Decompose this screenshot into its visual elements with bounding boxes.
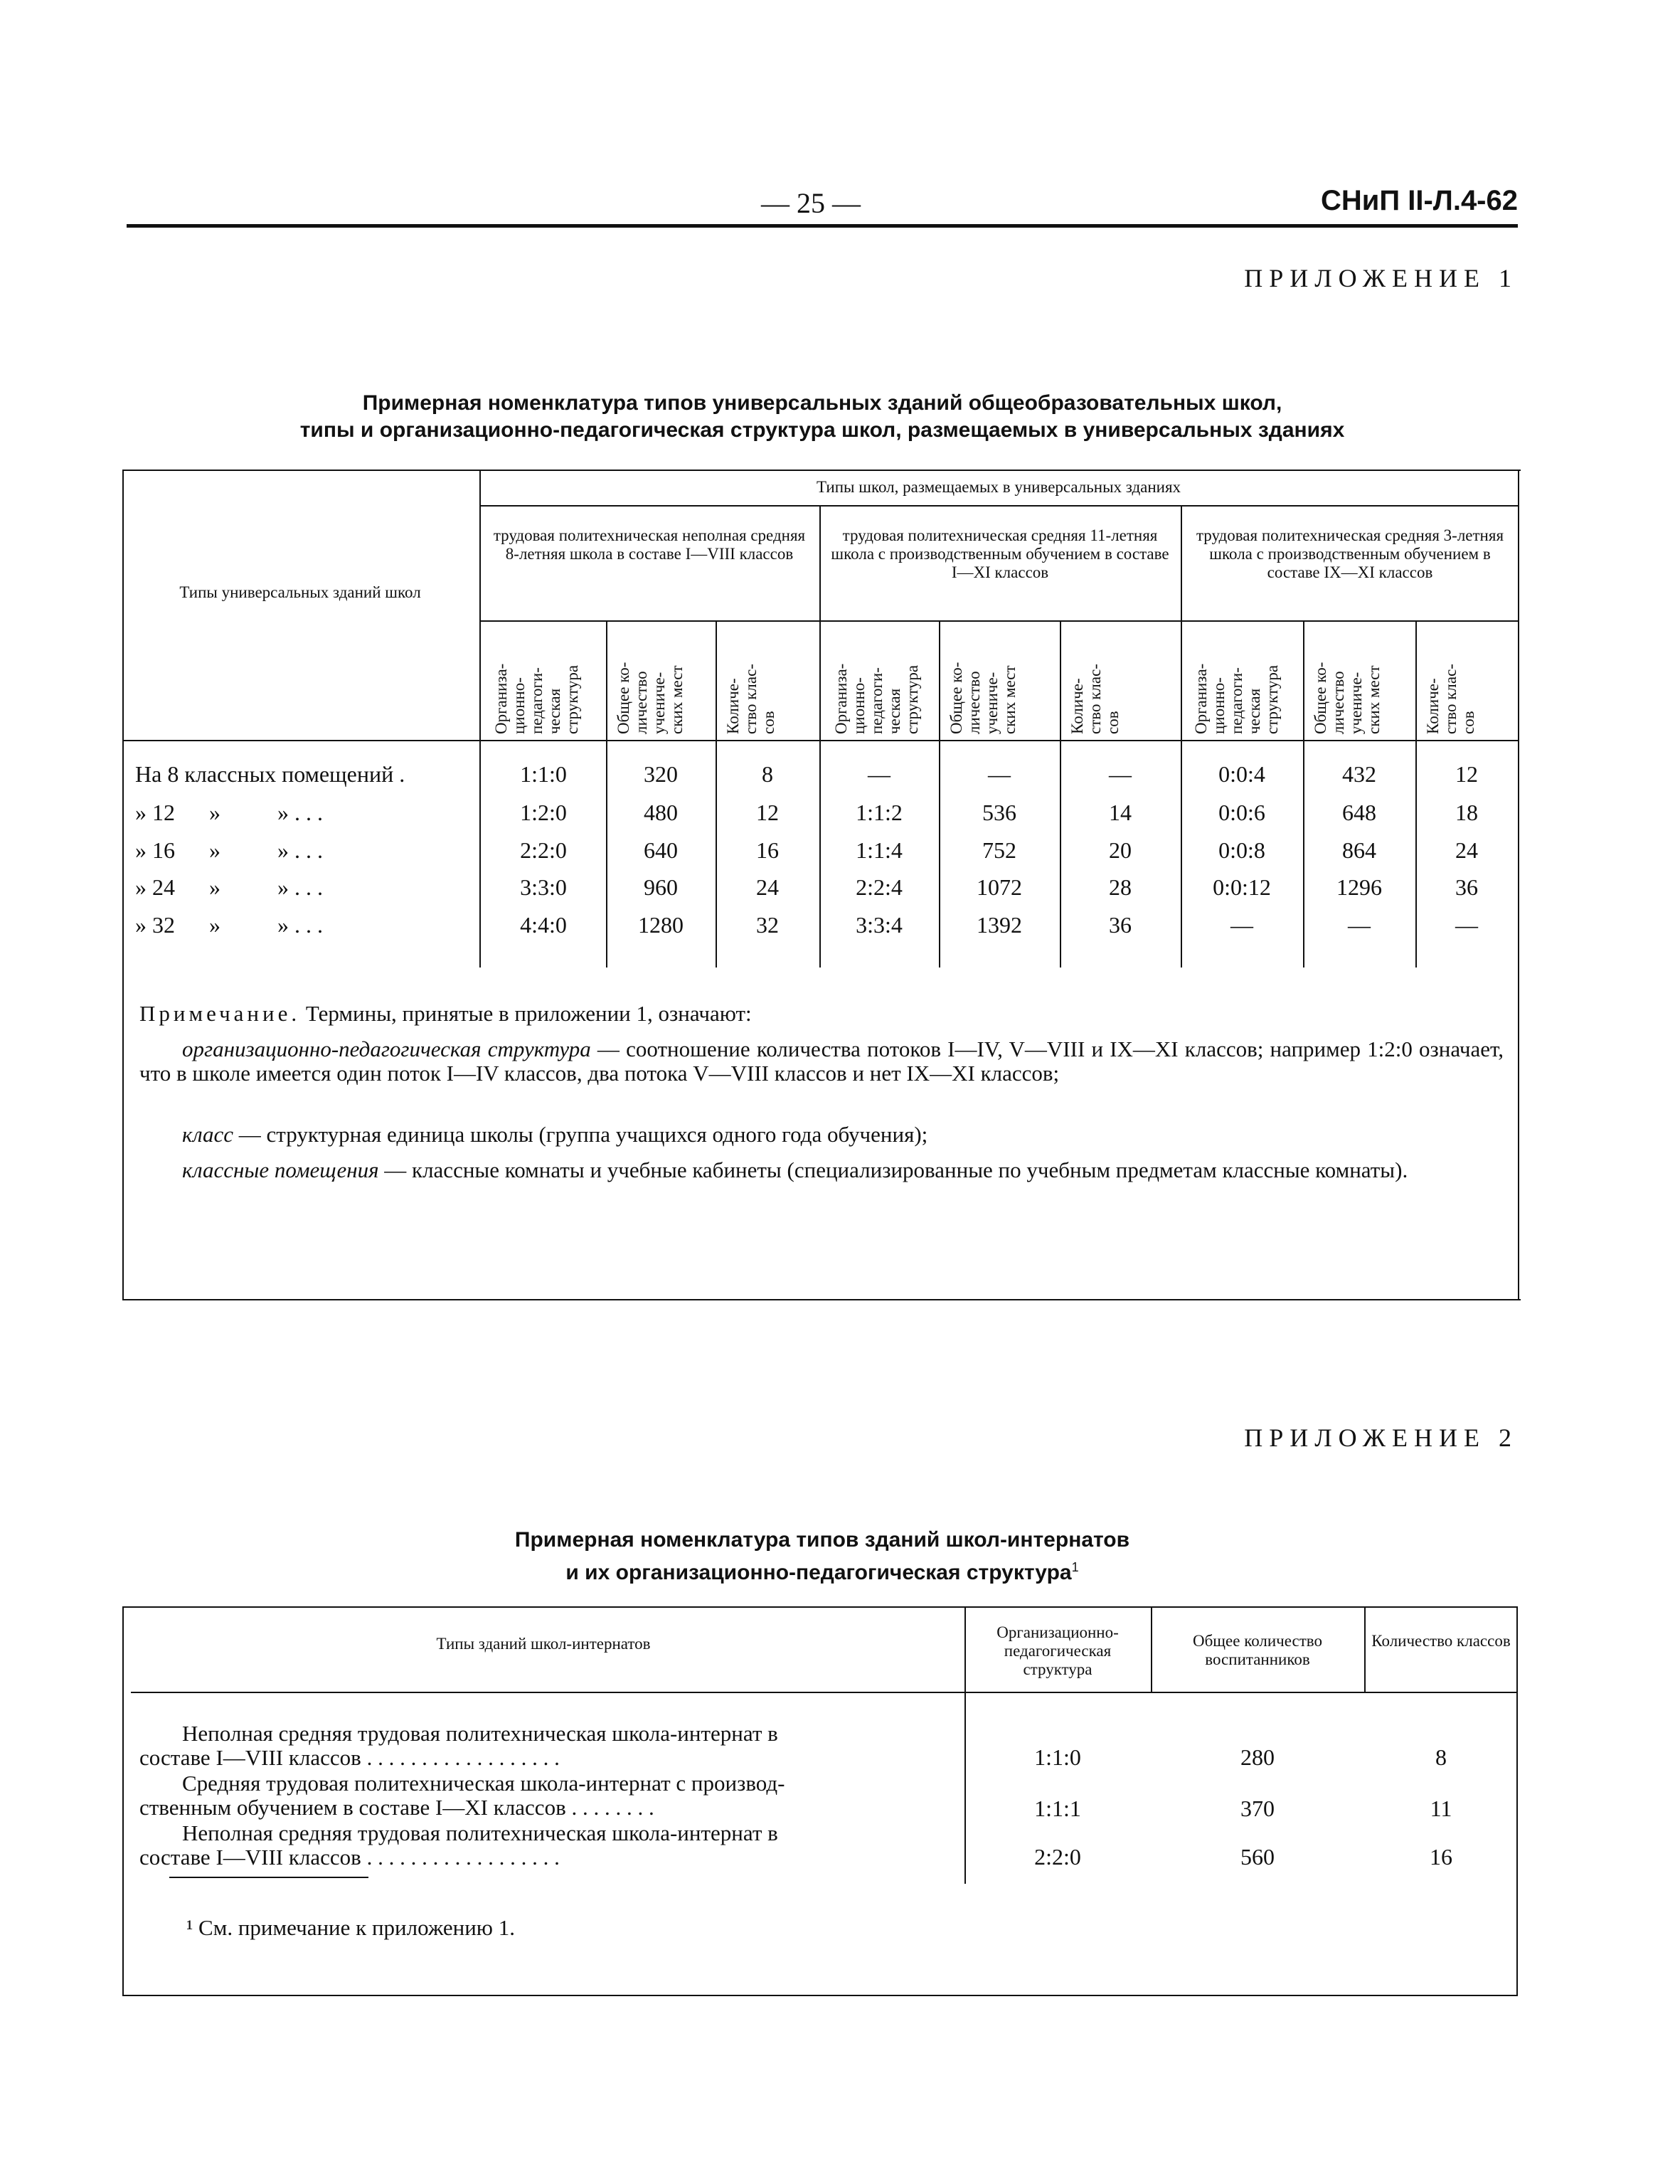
table-cell: 1392 xyxy=(977,912,1022,938)
table-cell: 20 xyxy=(1109,837,1132,863)
note-definition-structure xyxy=(139,1037,1504,1086)
table-cell: 1:2:0 xyxy=(520,800,567,825)
group-header-8-year: трудовая политехническая неполная средняя 8-летняя школа в составе I—VIII классов xyxy=(493,526,806,563)
table-cell: 0:0:12 xyxy=(1213,874,1271,900)
table-cell: 16 xyxy=(756,837,779,863)
column-header-classes: Количество классов xyxy=(1371,1632,1511,1650)
table-cell: — xyxy=(1109,761,1132,787)
table-row-label: » 16 » » . . . xyxy=(135,837,323,863)
table-cell: 560 xyxy=(1240,1844,1275,1870)
table-cell: 28 xyxy=(1109,874,1132,900)
subheader-classes: Количе- ство клас- сов xyxy=(724,664,777,734)
table-cell: 0:0:6 xyxy=(1218,800,1265,825)
table-cell: 11 xyxy=(1430,1796,1452,1821)
footnote-rule xyxy=(169,1877,368,1878)
note-heading: Примечание. xyxy=(139,1001,301,1026)
table-cell: 536 xyxy=(982,800,1016,825)
footnote-marker: 1 xyxy=(1071,1560,1079,1574)
table-cell: 1072 xyxy=(977,874,1022,900)
table-cell: 3:3:4 xyxy=(856,912,903,938)
column-header-school-types: Типы школ, размещаемых в универсальных зданиях xyxy=(816,478,1181,496)
table-cell: 1:1:2 xyxy=(856,800,903,825)
table-cell: 320 xyxy=(644,761,678,787)
subheader-classes: Количе- ство клас- сов xyxy=(1424,664,1477,734)
note-term: класс xyxy=(182,1122,234,1147)
subheader-places: Общее ко- личество учениче- ских мест xyxy=(947,662,1019,734)
footnote: ¹ См. примечание к приложению 1. xyxy=(186,1915,515,1940)
table-cell: 1:1:0 xyxy=(520,761,567,787)
note-intro-text: Термины, принятые в приложении 1, означают: xyxy=(305,1001,752,1026)
table-cell: 370 xyxy=(1240,1796,1275,1821)
appendix-2-title-line-2: и их организационно-педагогическая структура$^1$ xyxy=(565,1560,1079,1584)
appendix-2-label: ПРИЛОЖЕНИЕ 2 xyxy=(1244,1424,1518,1452)
table-cell: 1296 xyxy=(1336,874,1382,900)
subheader-structure: Организа- ционно- педагоги- ческая структура xyxy=(1192,663,1281,734)
subheader-places: Общее ко- личество учениче- ских мест xyxy=(615,662,686,734)
appendix-1-label: ПРИЛОЖЕНИЕ 1 xyxy=(1244,264,1518,292)
table-cell: 1:1:0 xyxy=(1034,1744,1081,1770)
table-cell: 752 xyxy=(982,837,1016,863)
table-cell: 960 xyxy=(644,874,678,900)
table-cell: 14 xyxy=(1109,800,1132,825)
row-type-line-1: Неполная средняя трудовая политехническая школа-интернат в xyxy=(182,1721,778,1746)
table-cell: 2:2:4 xyxy=(856,874,903,900)
row-type-line-2: составе I—VIII классов . . . . . . . . . . . . . . . . . . xyxy=(139,1845,560,1870)
table-cell: 12 xyxy=(1455,761,1478,787)
table-cell: 36 xyxy=(1109,912,1132,938)
table-cell: 2:2:0 xyxy=(1034,1844,1081,1870)
row-type-line-1: Неполная средняя трудовая политехническая школа-интернат в xyxy=(182,1820,778,1845)
note-term: организационно-педагогическая структура xyxy=(182,1037,591,1061)
table-row xyxy=(139,1821,957,1870)
table-cell: 4:4:0 xyxy=(520,912,567,938)
table-cell: 12 xyxy=(756,800,779,825)
table-cell: 8 xyxy=(1435,1744,1447,1770)
table-cell: 24 xyxy=(1455,837,1478,863)
column-header-pupils: Общее количество воспитанников xyxy=(1193,1632,1322,1668)
page-number: — 25 — xyxy=(761,187,861,219)
table-cell: 640 xyxy=(644,837,678,863)
table-cell: 36 xyxy=(1455,874,1478,900)
subheader-classes: Количе- ство клас- сов xyxy=(1068,664,1122,734)
row-type-line-2: составе I—VIII классов . . . . . . . . . . . . . . . . . . xyxy=(139,1746,560,1770)
table-cell: 480 xyxy=(644,800,678,825)
table-row-label: » 12 » » . . . xyxy=(135,800,323,825)
subheader-structure: Организа- ционно- педагоги- ческая структура xyxy=(492,663,581,734)
table-cell: 0:0:4 xyxy=(1218,761,1265,787)
row-type-line-1: Средняя трудовая политехническая школа-интернат с производ- xyxy=(182,1771,785,1796)
row-type-line-2: ственным обучением в составе I—XI классов . . . . . . . . xyxy=(139,1796,654,1820)
table-cell: 864 xyxy=(1342,837,1376,863)
group-header-11-year: трудовая политехническая средняя 11-летняя школа с производственным обучением в составе I—XI классов xyxy=(831,526,1169,581)
table-row-label: На 8 классных помещений . xyxy=(135,761,405,787)
note-definition: — структурная единица школы (группа учащихся одного года обучения); xyxy=(233,1122,928,1147)
note-intro xyxy=(139,1002,1504,1026)
subheader-places: Общее ко- личество учениче- ских мест xyxy=(1312,662,1383,734)
appendix-2-title xyxy=(127,1527,1518,1586)
header-rule xyxy=(127,224,1518,228)
table-row xyxy=(139,1771,957,1820)
table-row-label: » 24 » » . . . xyxy=(135,874,323,900)
table-cell: 1:1:1 xyxy=(1034,1796,1081,1821)
document-code: СНиП II-Л.4-62 xyxy=(1320,185,1518,216)
note-definition-rooms xyxy=(139,1158,1504,1182)
table-cell: 0:0:8 xyxy=(1218,837,1265,863)
column-header-structure: Организационно-педагогическая структура xyxy=(996,1623,1119,1678)
table-cell: 2:2:0 xyxy=(520,837,567,863)
table-row xyxy=(139,1722,957,1770)
table-cell: 18 xyxy=(1455,800,1478,825)
table-cell: 1:1:4 xyxy=(856,837,903,863)
table-cell: — xyxy=(868,761,890,787)
appendix-2-title-line-1: Примерная номенклатура типов зданий школ-интернатов xyxy=(514,1528,1130,1552)
table-cell: — xyxy=(1348,912,1371,938)
appendix-1-title-line-2: типы и организационно-педагогическая структура школ, размещаемых в универсальных зданиях xyxy=(299,418,1345,442)
note-definition-class xyxy=(139,1123,1504,1147)
table-cell: 24 xyxy=(756,874,779,900)
table-cell: 1280 xyxy=(638,912,684,938)
table-cell: 8 xyxy=(762,761,773,787)
column-header-internat-types: Типы зданий школ-интернатов xyxy=(436,1635,651,1653)
note-definition: — классные комнаты и учебные кабинеты (специализированные по учебным предметам классные комнаты). xyxy=(378,1157,1408,1182)
table-cell: 3:3:0 xyxy=(520,874,567,900)
table-row-label: » 32 » » . . . xyxy=(135,912,323,938)
table-cell: — xyxy=(1230,912,1253,938)
table-cell: 432 xyxy=(1342,761,1376,787)
appendix-1-title-line-1: Примерная номенклатура типов универсальных зданий общеобразовательных школ, xyxy=(362,391,1282,415)
group-header-3-year: трудовая политехническая средняя 3-летняя школа с производственным обучением в составе IX—XI классов xyxy=(1196,526,1504,581)
column-header-building-types: Типы универсальных зданий школ xyxy=(179,583,421,601)
table-cell: 280 xyxy=(1240,1744,1275,1770)
table-cell: 32 xyxy=(756,912,779,938)
table-cell: — xyxy=(1455,912,1478,938)
table-cell: — xyxy=(988,761,1011,787)
table-cell: 648 xyxy=(1342,800,1376,825)
table-cell: 16 xyxy=(1430,1844,1452,1870)
note-definition: — соотношение количества потоков I—IV, V—VIII и IX—XI классов; например 1:2:0 означает, что в школе имеется один поток I—IV классов, два потока V—VIII классов и нет IX—XI классов; xyxy=(139,1037,1504,1086)
appendix-1-title xyxy=(127,390,1518,444)
note-term: классные помещения xyxy=(182,1157,379,1182)
subheader-structure: Организа- ционно- педагоги- ческая структура xyxy=(832,663,921,734)
